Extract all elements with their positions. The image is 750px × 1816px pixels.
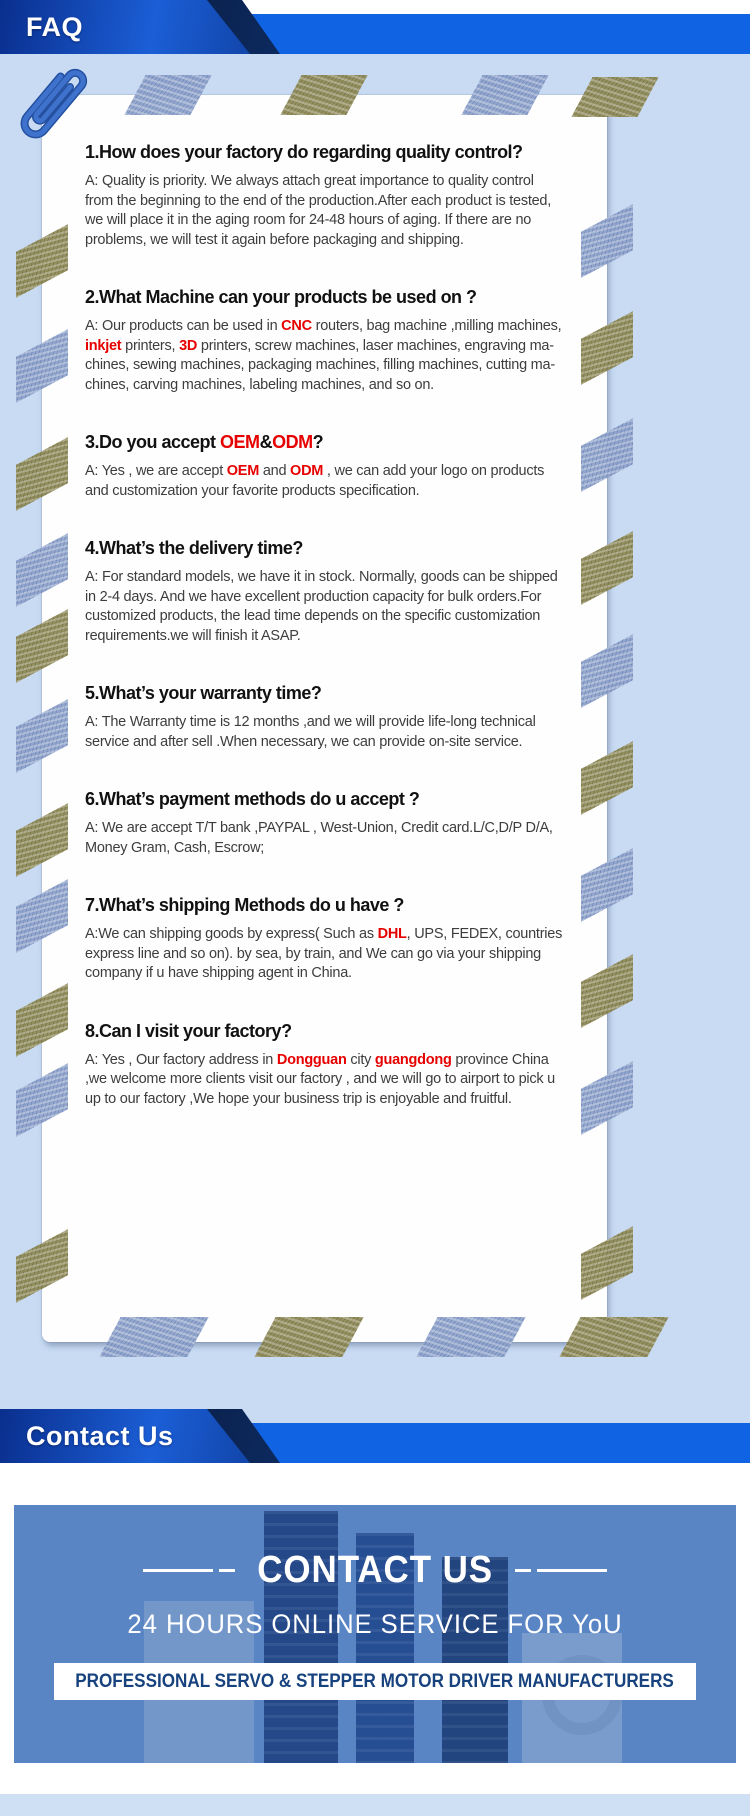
washi-tape-icon	[16, 1229, 68, 1303]
faq-answer: A: Our products can be used in CNC routers, bag machine ,milling machines, inkjet printers, 3D printers, screw machines, laser machines, engraving ma-chines, sewing machines, packaging machines, filling machines, cutting ma-chines, carving machines, labeling machines, and so on.	[85, 318, 562, 393]
decorative-line	[537, 1569, 607, 1572]
faq-question: 8.Can I visit your factory?	[85, 1020, 292, 1041]
faq-paper-card	[42, 95, 607, 1342]
faq-item	[85, 1020, 567, 1110]
banner-right-lines	[515, 1569, 607, 1572]
washi-tape-icon	[581, 1226, 633, 1300]
faq-answer: A:We can shipping goods by express( Such as DHL, UPS, FEDEX, countries express line and so on). by sea, by train, and We can go via your shipping company if u have shipping agent in China.	[85, 926, 563, 981]
faq-section	[0, 54, 750, 1423]
contact-banner-image	[14, 1505, 736, 1763]
faq-question: 1.How does your factory do regarding quality control?	[85, 142, 523, 162]
faq-item	[85, 286, 567, 395]
contact-header-title: Contact Us	[26, 1421, 174, 1451]
faq-answer: A: For standard models, we have it in stock. Normally, goods can be shipped in 2-4 days. And we have excellent production capacity for bulk orders.For customized products, the lead time depends on the specific customization requirements.we will finish it ASAP.	[85, 569, 558, 644]
faq-answer: A: We are accept T/T bank ,PAYPAL , West-Union, Credit card.L/C,D/P D/A, Money Gram, Cash, Escrow;	[85, 820, 553, 856]
washi-tape-icon	[416, 1317, 525, 1357]
faq-item	[85, 682, 567, 752]
faq-question: 7.What’s shipping Methods do u have ?	[85, 895, 404, 915]
decorative-line	[515, 1569, 531, 1572]
faq-list	[42, 95, 607, 1109]
contact-section-header-bar	[0, 1409, 750, 1463]
decorative-line	[219, 1569, 235, 1572]
faq-answer: A: Quality is priority. We always attach great importance to quality control from the beginning to the end of the production.After each product is tested, we will place it in the aging room for 24-48 hours of aging. If there are no problems, we will test it again before packaging and shipping.	[85, 173, 552, 248]
faq-item	[85, 894, 567, 984]
faq-question: 2.What Machine can your products be used on ?	[85, 287, 477, 307]
washi-tape-icon	[99, 1317, 208, 1357]
banner-white-strip	[54, 1663, 696, 1700]
faq-item	[85, 788, 567, 858]
faq-answer: A: Yes , Our factory address in Dongguan city guangdong province China ,we welcome more clients visit our factory , and we will go to airport to pick u up to our factory ,We hope your business trip is enjoyable and fruitful.	[85, 1051, 555, 1107]
faq-question: 3.Do you accept OEM&ODM?	[85, 432, 324, 452]
faq-item	[85, 431, 567, 501]
faq-answer: A: Yes , we are accept OEM and ODM , we can add your logo on products and customization your favorite products specification.	[85, 463, 545, 499]
banner-left-lines	[143, 1569, 235, 1572]
washi-tape-icon	[559, 1317, 668, 1357]
faq-question: 4.What’s the delivery time?	[85, 538, 303, 558]
banner-title-row	[14, 1549, 736, 1592]
decorative-line	[143, 1569, 213, 1572]
washi-tape-icon	[254, 1317, 363, 1357]
faq-header-title: FAQ	[26, 12, 84, 42]
banner-title: CONTACT US	[257, 1549, 493, 1591]
banner-strip-text: PROFESSIONAL SERVO & STEPPER MOTOR DRIVER MANUFACTURERS	[75, 1670, 675, 1692]
bottom-background-strip	[0, 1794, 750, 1816]
faq-item	[85, 141, 567, 250]
banner-subtitle: 24 HOURS ONLINE SERVICE FOR YoU	[127, 1609, 623, 1639]
faq-question: 5.What’s your warranty time?	[85, 683, 322, 703]
faq-answer: A: The Warranty time is 12 months ,and we will provide life-long technical service and after sell .When necessary, we can provide on-site service.	[85, 714, 536, 750]
faq-section-header-bar	[0, 0, 750, 54]
faq-question: 6.What’s payment methods do u accept ?	[85, 789, 420, 809]
faq-item	[85, 537, 567, 646]
